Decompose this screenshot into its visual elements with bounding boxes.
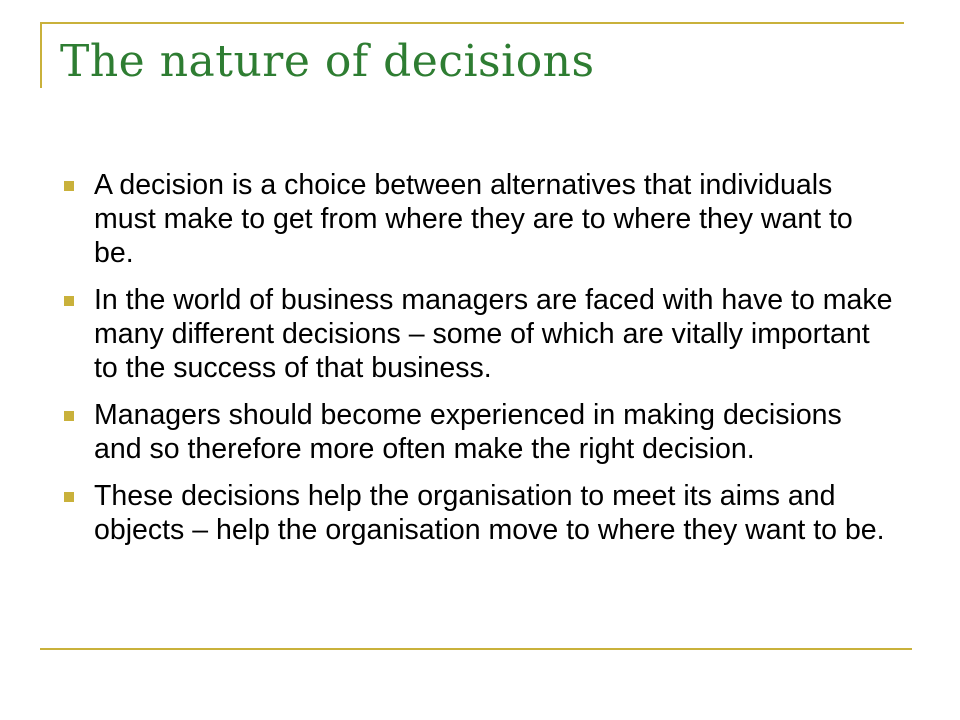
bullet-item	[64, 283, 894, 385]
bottom-accent-rule	[40, 648, 912, 650]
square-bullet-icon	[64, 296, 74, 306]
square-bullet-icon	[64, 492, 74, 502]
bullet-text: A decision is a choice between alternatives that individuals must make to get from where they are to where they want to be.	[94, 169, 853, 269]
top-accent-rule	[40, 22, 904, 24]
bullet-item	[64, 168, 894, 270]
bullet-text: In the world of business managers are faced with have to make many different decisions – some of which are vitally important to the success of that business.	[94, 284, 893, 384]
bullet-item	[64, 398, 894, 466]
bullet-item	[64, 479, 894, 547]
bullet-list	[64, 168, 894, 560]
square-bullet-icon	[64, 411, 74, 421]
left-accent-rule	[40, 22, 42, 88]
bullet-text: These decisions help the organisation to meet its aims and objects – help the organisation move to where they want to be.	[94, 480, 885, 546]
bullet-text: Managers should become experienced in making decisions and so therefore more often make the right decision.	[94, 399, 842, 465]
slide-title: The nature of decisions	[60, 36, 595, 87]
square-bullet-icon	[64, 181, 74, 191]
